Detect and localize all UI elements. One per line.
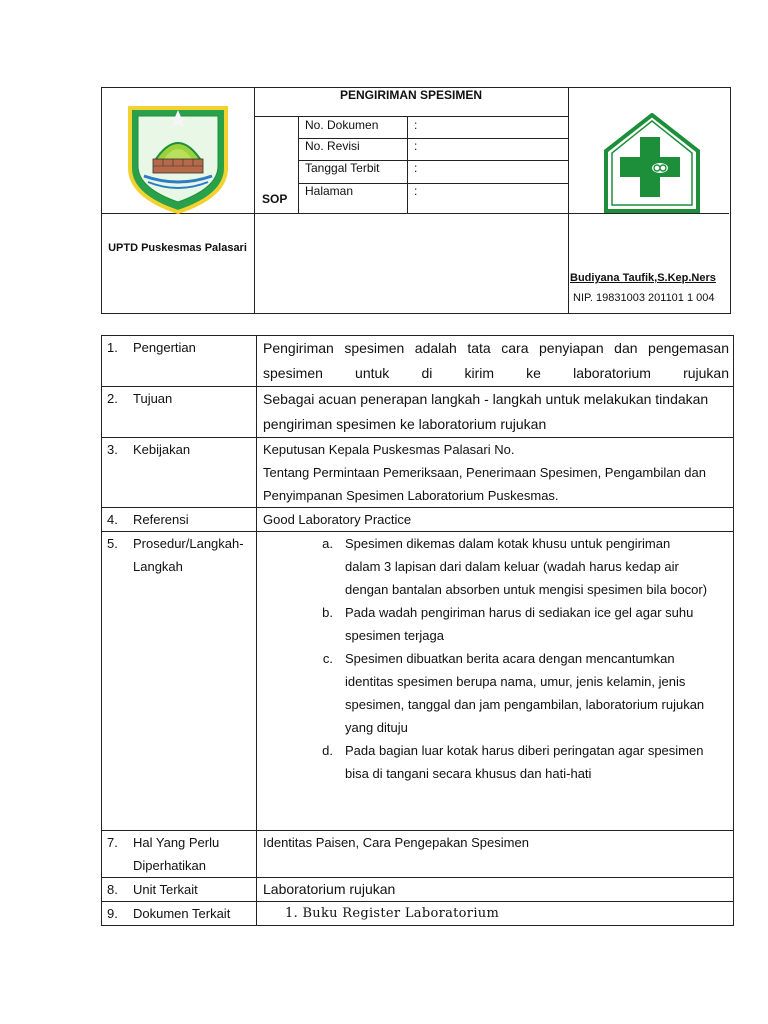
row-number: 3. bbox=[107, 442, 118, 457]
row-number: 9. bbox=[107, 906, 118, 921]
meta-label-halaman: Halaman bbox=[305, 184, 354, 198]
policy-line: Tentang Permintaan Pemeriksaan, Penerimaan Spesimen, Pengambilan dan Penyimpanan Spesimen Laboratorium Puskesmas. bbox=[263, 465, 706, 503]
row-label: Referensi bbox=[133, 512, 189, 527]
row-content: Pengiriman spesimen adalah tata cara penyiapan dan pengemasan spesimen untuk di kirim ke laboratorium rujukan bbox=[257, 336, 734, 387]
step-text: Spesimen dibuatkan berita acara dengan mencantumkan identitas spesimen berupa nama, umur, jenis kelamin, jenis spesimen, tanggal dan jam pengambilan, laboratorium rujukan yang dituju bbox=[345, 651, 705, 735]
row-number: 2. bbox=[107, 391, 118, 406]
table-row bbox=[102, 387, 734, 438]
list-item bbox=[263, 739, 729, 785]
step-text: Pada bagian luar kotak harus diberi peringatan agar spesimen bisa di tangani secara khusus dan hati-hati bbox=[345, 743, 704, 781]
header-divider bbox=[298, 116, 299, 213]
regency-shield-logo bbox=[126, 104, 230, 214]
header-divider bbox=[568, 87, 569, 313]
row-label: Pengertian bbox=[133, 340, 196, 355]
table-row bbox=[102, 508, 734, 532]
table-row bbox=[102, 336, 734, 387]
row-content: Sebagai acuan penerapan langkah - langkah untuk melakukan tindakan pengiriman spesimen ke laboratorium rujukan bbox=[257, 387, 734, 438]
header-divider bbox=[254, 116, 568, 117]
row-content bbox=[257, 532, 734, 831]
step-marker: a. bbox=[322, 536, 333, 551]
step-text: Spesimen dikemas dalam kotak khusu untuk pengiriman dalam 3 lapisan dari dalam keluar (wadah harus kedap air dengan bantalan absorben untuk mengisi spesimen bila bocor) bbox=[345, 536, 708, 597]
row-content: Good Laboratory Practice bbox=[257, 508, 734, 532]
page-title: PENGIRIMAN SPESIMEN bbox=[339, 88, 483, 102]
meta-label-tanggal: Tanggal Terbit bbox=[305, 161, 380, 175]
table-row bbox=[102, 831, 734, 878]
row-number: 4. bbox=[107, 512, 118, 527]
header-divider bbox=[254, 87, 255, 313]
row-label: Unit Terkait bbox=[133, 882, 198, 897]
signatory-name: Budiyana Taufik,S.Kep.Ners bbox=[570, 272, 716, 284]
meta-sep: : bbox=[414, 184, 418, 198]
row-content bbox=[257, 902, 734, 926]
step-text: Pada wadah pengiriman harus di sediakan ice gel agar suhu spesimen terjaga bbox=[345, 605, 694, 643]
puskesmas-logo bbox=[604, 113, 700, 213]
list-item bbox=[263, 601, 729, 647]
table-row bbox=[102, 532, 734, 831]
row-label: Prosedur/Langkah-Langkah bbox=[133, 536, 244, 574]
row-content: Laboratorium rujukan bbox=[257, 878, 734, 902]
step-marker: c. bbox=[322, 651, 333, 666]
row-number: 7. bbox=[107, 835, 118, 850]
row-content: Identitas Paisen, Cara Pengepakan Spesimen bbox=[257, 831, 734, 878]
policy-line: Keputusan Kepala Puskesmas Palasari No. bbox=[263, 442, 515, 457]
row-content bbox=[257, 438, 734, 508]
row-label: Tujuan bbox=[133, 391, 173, 406]
sop-content-table bbox=[101, 335, 734, 926]
row-number: 5. bbox=[107, 536, 118, 551]
list-item bbox=[263, 647, 729, 739]
procedure-steps bbox=[263, 532, 729, 785]
row-label: Dokumen Terkait bbox=[133, 906, 231, 921]
document-item-number: 1. bbox=[285, 906, 299, 921]
row-label: Kebijakan bbox=[133, 442, 191, 457]
header-divider bbox=[407, 116, 408, 213]
meta-sep: : bbox=[414, 118, 418, 132]
signatory-nip: NIP. 19831003 201101 1 004 bbox=[573, 292, 715, 304]
meta-sep: : bbox=[414, 161, 418, 175]
document-item-text: Buku Register Laboratorium bbox=[302, 906, 500, 921]
row-label: Hal Yang Perlu Diperhatikan bbox=[133, 835, 220, 873]
row-number: 1. bbox=[107, 340, 118, 355]
step-marker: b. bbox=[322, 605, 333, 620]
org-name: UPTD Puskesmas Palasari bbox=[108, 242, 247, 254]
table-row bbox=[102, 902, 734, 926]
step-marker: d. bbox=[322, 743, 333, 758]
meta-sep: : bbox=[414, 139, 418, 153]
meta-label-dokumen: No. Dokumen bbox=[305, 118, 379, 132]
sop-label: SOP bbox=[262, 192, 288, 206]
row-number: 8. bbox=[107, 882, 118, 897]
list-item bbox=[263, 532, 729, 601]
table-row bbox=[102, 878, 734, 902]
table-row bbox=[102, 438, 734, 508]
meta-label-revisi: No. Revisi bbox=[305, 139, 360, 153]
